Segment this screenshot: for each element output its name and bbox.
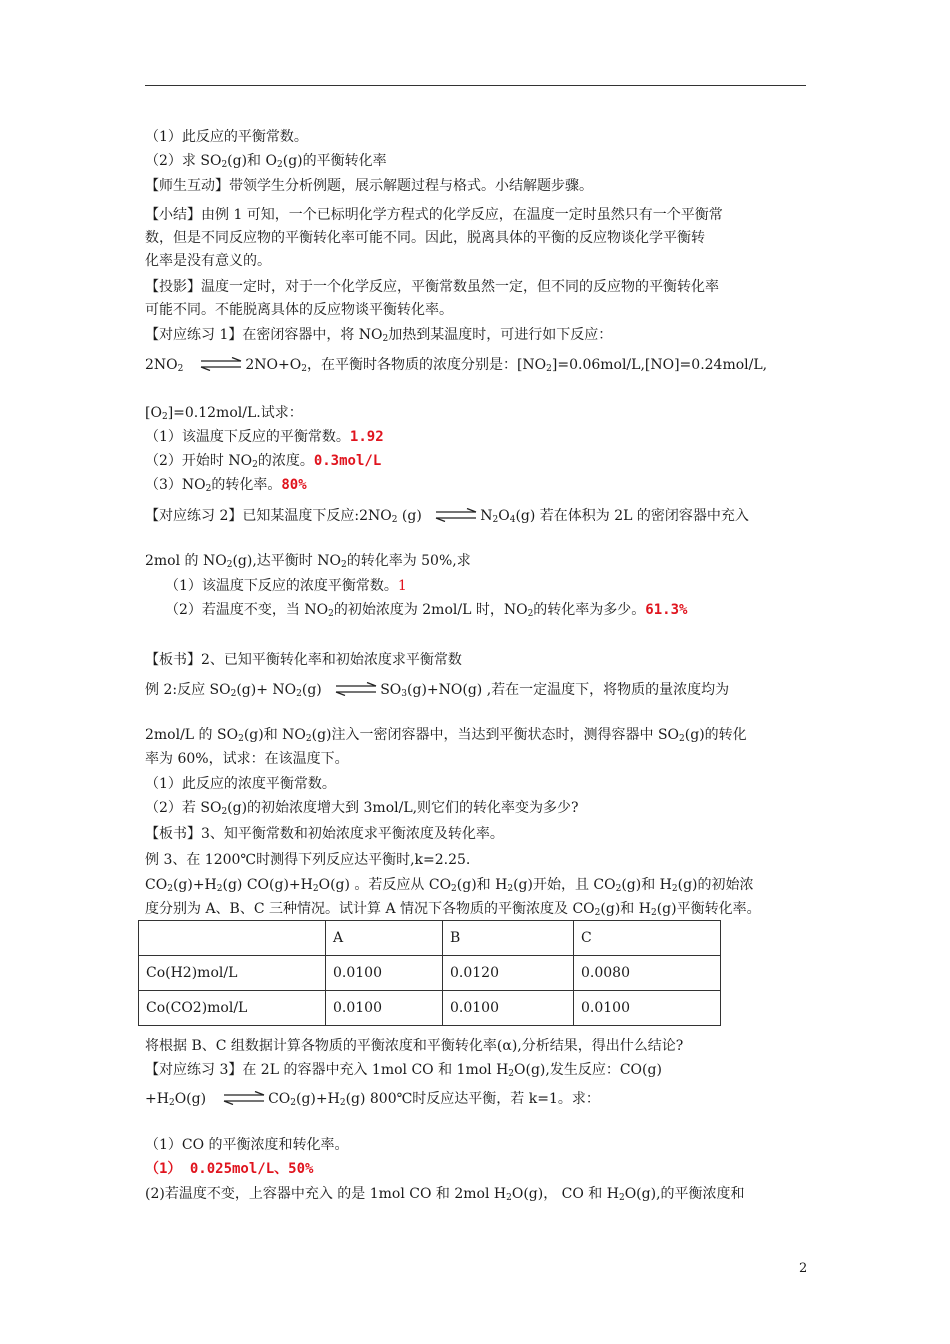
answer-text: 0.3mol/L (313, 453, 382, 469)
example-2-body: 2mol/L 的 $SO_2(g)$和 $NO_2(g)$注入一密闭容器中，当达到平衡状态时，测得容器中 $SO_2(g)$的转化 (145, 727, 747, 744)
table-cell: Co(H2)mol/L (139, 956, 326, 991)
table-cell (139, 921, 326, 956)
equilibrium-arrow-icon (434, 508, 478, 522)
question-line: （1）该温度下反应的平衡常数。1.92 (145, 429, 384, 445)
table-cell: 0.0100 (574, 991, 721, 1026)
board-heading: 【板书】2、已知平衡转化率和初始浓度求平衡常数 (145, 652, 462, 668)
answer-text: （1） 0.025mol/L、50% (145, 1161, 314, 1177)
question-line: （1）此反应的浓度平衡常数。 (145, 776, 336, 792)
equilibrium-arrow-icon (199, 357, 243, 371)
table-row (139, 991, 721, 1026)
example-2-equation: 例 2:反应 $SO_2(g)+ NO_2(g)$ $SO_3(g)+NO(g)$ ,若在一定温度下，将物质的量浓度均为 (145, 682, 730, 699)
exercise-1-equation: $[O_2]=0.12mol/L$.试求： (145, 405, 303, 422)
board-heading: 【板书】3、知平衡常数和初始浓度求平衡浓度及转化率。 (145, 826, 504, 842)
table-cell: 0.0100 (326, 956, 443, 991)
question-line: (2)若温度不变，上容器中充入 的是 1mol CO 和 2mol $H_2O(g)$， CO 和 $H_2O(g)$,的平衡浓度和 (145, 1186, 745, 1203)
table-cell: 0.0080 (574, 956, 721, 991)
projection-paragraph: 可能不同。不能脱离具体的反应物谈平衡转化率。 (145, 302, 453, 318)
question-line: （2）若温度不变，当 $NO_2$的初始浓度为 2mol/L 时，$NO_2$的转化率为多少。61.3% (165, 602, 688, 619)
exercise-1-title: 【对应练习 1】在密闭容器中，将 $NO_2$加热到某温度时，可进行如下反应： (145, 327, 613, 344)
header-rule (145, 85, 806, 86)
answer-text: 1 (397, 578, 407, 594)
answer-text: 80% (281, 477, 307, 493)
teacher-interaction: 【师生互动】带领学生分析例题，展示解题过程与格式。小结解题步骤。 (145, 178, 593, 194)
question-line: $(3)NO_2$的转化率。80% (145, 477, 307, 494)
summary-paragraph: 化率是没有意义的。 (145, 253, 271, 269)
concentration-table (138, 920, 721, 1026)
exercise-2-title: 【对应练习 2】已知某温度下反应$:2NO_2$ (g) $N_2O_4(g)$ 若在体积为 2L 的密闭容器中充入 (145, 508, 749, 525)
table-cell: 0.0120 (443, 956, 574, 991)
equilibrium-arrow-icon (222, 1091, 266, 1105)
table-cell: C (574, 921, 721, 956)
question-line: （2）开始时 $NO_2$的浓度。0.3mol/L (145, 453, 382, 470)
summary-paragraph: 数，但是不同反应物的平衡转化率可能不同。因此，脱离具体的平衡的反应物谈化学平衡转 (145, 230, 705, 246)
table-header-row (139, 921, 721, 956)
table-cell: 0.0100 (443, 991, 574, 1026)
exercise-1-equation: $2NO_2$ $2NO+O_2$，在平衡时各物质的浓度分别是：$[NO_2]=0.06mol/L,[NO]=0.24mol/L$, (145, 357, 768, 374)
question-line: （2）求 $SO_2(g)$和 $O_2(g)$的平衡转化率 (145, 153, 387, 170)
exercise-3-title: 【对应练习 3】在 2L 的容器中充入 1mol CO 和 1mol $H_2O(g)$,发生反应：CO(g) (145, 1062, 662, 1079)
question-line: （1）CO 的平衡浓度和转化率。 (145, 1137, 349, 1153)
question-line: （1）此反应的平衡常数。 (145, 129, 308, 145)
exercise-2-body: 2mol 的 $NO_2(g)$,达平衡时 $NO_2$的转化率为 50%,求 (145, 553, 471, 570)
page-number: 2 (799, 1261, 808, 1276)
table-row (139, 956, 721, 991)
table-cell: Co(CO2)mol/L (139, 991, 326, 1026)
example-2-body: 率为 60%，试求：在该温度下。 (145, 751, 349, 767)
analysis-question: 将根据 B、C 组数据计算各物质的平衡浓度和平衡转化率(α),分析结果，得出什么结论? (145, 1038, 684, 1054)
answer-text: 61.3% (645, 602, 688, 618)
example-3-body: 度分别为 A、B、C 三种情况。试计算 A 情况下各物质的平衡浓度及 $CO_2(g)$和 $H_2(g)$平衡转化率。 (145, 901, 761, 918)
question-line: （2）若 $SO_2(g)$的初始浓度增大到 3mol/L,则它们的转化率变为多少? (145, 800, 579, 817)
example-3-title: 例 3、在 1200℃时测得下列反应达平衡时,k=2.25. (145, 852, 471, 868)
example-3-body: $CO_2(g)+H_2(g)$ $CO(g)+H_2O(g)$ 。若反应从 $CO_2(g)$和 $H_2(g)$开始，且 $CO_2(g)$和 $H_2(g)$的初始浓 (145, 877, 754, 894)
summary-paragraph: 【小结】由例 1 可知，一个已标明化学方程式的化学反应，在温度一定时虽然只有一个平衡常 (145, 207, 723, 223)
projection-paragraph: 【投影】温度一定时，对于一个化学反应，平衡常数虽然一定，但不同的反应物的平衡转化率 (145, 279, 719, 295)
exercise-3-equation: $+H_2O(g)$ $CO_2(g)+H_2(g)$ 800℃时反应达平衡，若 k=1。求： (145, 1091, 600, 1108)
table-cell: A (326, 921, 443, 956)
equilibrium-arrow-icon (334, 682, 378, 696)
question-line: （1）该温度下反应的浓度平衡常数。1 (165, 578, 407, 594)
answer-line (145, 1159, 313, 1179)
table-cell: B (443, 921, 574, 956)
table-cell: 0.0100 (326, 991, 443, 1026)
answer-text: 1.92 (349, 429, 384, 445)
